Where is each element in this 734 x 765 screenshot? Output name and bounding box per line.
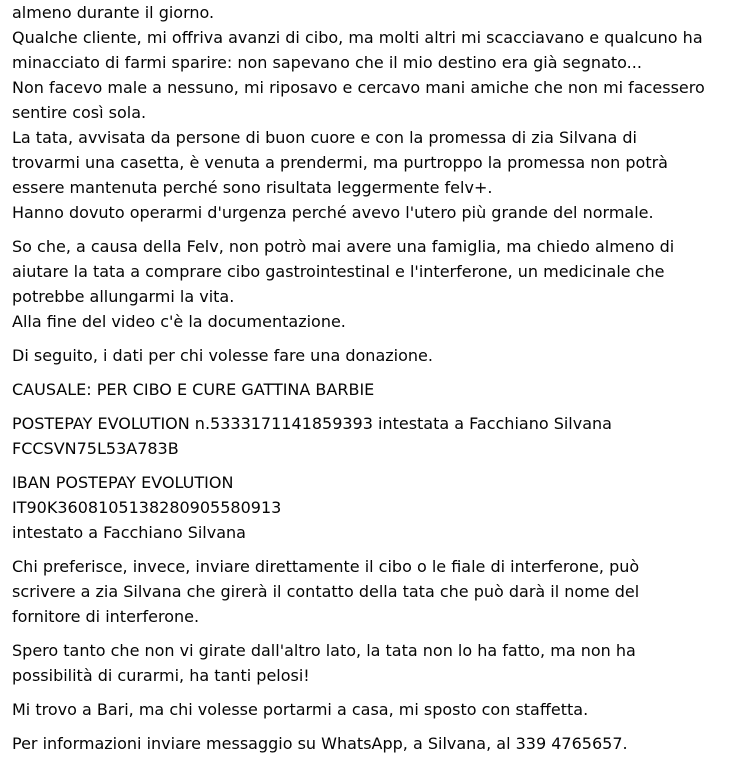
post-text-line: sentire così sola. — [12, 103, 147, 122]
post-paragraph — [12, 0, 727, 225]
post-paragraph — [12, 697, 727, 722]
post-text-line: Non facevo male a nessuno, mi riposavo e cercavo mani amiche che non mi facessero — [12, 78, 705, 97]
post-text-line: Di seguito, i dati per chi volesse fare una donazione. — [12, 346, 433, 365]
post-paragraph — [12, 411, 727, 461]
post-paragraph — [12, 638, 727, 688]
post-text-line: IBAN POSTEPAY EVOLUTION — [12, 473, 234, 492]
post-text-line: La tata, avvisata da persone di buon cuore e con la promessa di zia Silvana di — [12, 128, 637, 147]
post-paragraph — [12, 234, 727, 334]
post-text-line: Per informazioni inviare messaggio su WhatsApp, a Silvana, al 339 4765657. — [12, 734, 628, 753]
post-paragraph — [12, 731, 727, 756]
post-text-line: Alla fine del video c'è la documentazione. — [12, 312, 346, 331]
post-text-line: So che, a causa della Felv, non potrò mai avere una famiglia, ma chiedo almeno di — [12, 237, 675, 256]
post-text-line: Chi preferisce, invece, inviare direttamente il cibo o le fiale di interferone, può — [12, 557, 640, 576]
post-paragraph — [12, 554, 727, 629]
post-text-line: scrivere a zia Silvana che girerà il contatto della tata che può darà il nome del — [12, 582, 640, 601]
post-text-line: possibilità di curarmi, ha tanti pelosi! — [12, 666, 310, 685]
post-text-line: intestato a Facchiano Silvana — [12, 523, 246, 542]
post-text-line: trovarmi una casetta, è venuta a prendermi, ma purtroppo la promessa non potrà — [12, 153, 668, 172]
post-text-line: potrebbe allungarmi la vita. — [12, 287, 235, 306]
post-text-line: Qualche cliente, mi offriva avanzi di cibo, ma molti altri mi scacciavano e qualcuno ha — [12, 28, 703, 47]
post-body — [12, 0, 727, 765]
post-paragraph — [12, 377, 727, 402]
post-text-line: fornitore di interferone. — [12, 607, 200, 626]
post-paragraph — [12, 343, 727, 368]
post-text-line: Hanno dovuto operarmi d'urgenza perché avevo l'utero più grande del normale. — [12, 203, 654, 222]
post-text-line: almeno durante il giorno. — [12, 3, 215, 22]
post-text-line: IT90K3608105138280905580913 — [12, 498, 282, 517]
post-text-line: FCCSVN75L53A783B — [12, 439, 179, 458]
post-text-line: POSTEPAY EVOLUTION n.5333171141859393 intestata a Facchiano Silvana — [12, 414, 612, 433]
post-text-line: Spero tanto che non vi girate dall'altro lato, la tata non lo ha fatto, ma non ha — [12, 641, 636, 660]
post-text-line: Mi trovo a Bari, ma chi volesse portarmi a casa, mi sposto con staffetta. — [12, 700, 589, 719]
post-text-line: essere mantenuta perché sono risultata leggermente felv+. — [12, 178, 493, 197]
post-text-line: minacciato di farmi sparire: non sapevano che il mio destino era già segnato... — [12, 53, 642, 72]
post-paragraph — [12, 470, 727, 545]
post-text-line: CAUSALE: PER CIBO E CURE GATTINA BARBIE — [12, 380, 375, 399]
post-text-line: aiutare la tata a comprare cibo gastrointestinal e l'interferone, un medicinale che — [12, 262, 665, 281]
